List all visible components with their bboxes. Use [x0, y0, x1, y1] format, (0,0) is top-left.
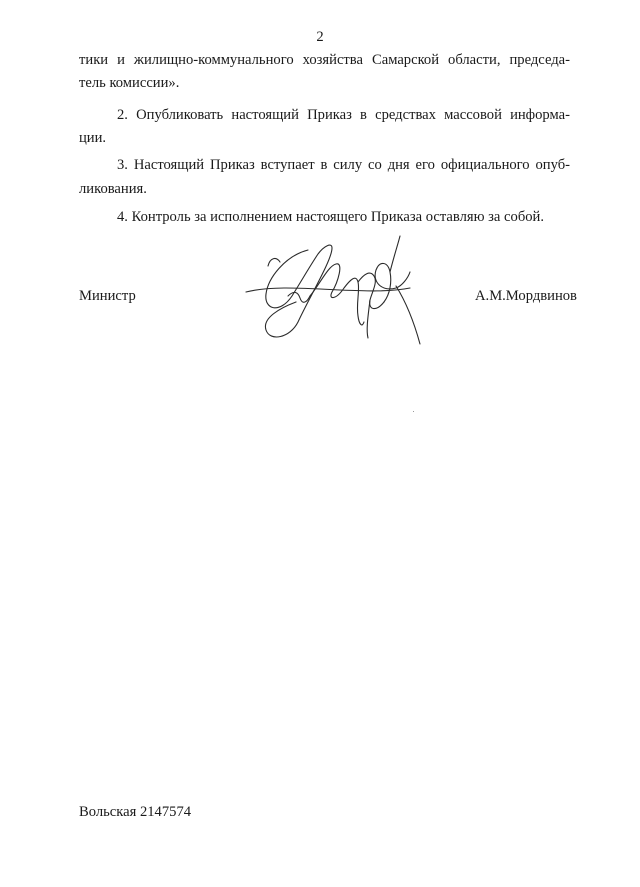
- paragraph-2-line-2: ции.: [79, 130, 107, 146]
- paragraph-1-line-1: тики и жилищно-коммунального хозяйства Самарской области, председа-: [79, 52, 570, 68]
- scan-speck: [413, 411, 414, 412]
- paragraph-3-line-1: 3. Настоящий Приказ вступает в силу со дня его официального опуб-: [117, 157, 570, 173]
- paragraph-2-line-1: 2. Опубликовать настоящий Приказ в средствах массовой информа-: [117, 107, 570, 123]
- executor-footer: Вольская 2147574: [79, 804, 192, 820]
- signatory-title: Министр: [79, 288, 136, 304]
- paragraph-4-line-1: 4. Контроль за исполнением настоящего Приказа оставляю за собой.: [117, 209, 545, 225]
- paragraph-3-line-2: ликования.: [79, 181, 147, 197]
- signatory-name: А.М.Мордвинов: [475, 288, 577, 304]
- paragraph-1-line-2: тель комиссии».: [79, 75, 180, 91]
- page-number: 2: [316, 29, 324, 45]
- handwritten-signature: [240, 226, 425, 351]
